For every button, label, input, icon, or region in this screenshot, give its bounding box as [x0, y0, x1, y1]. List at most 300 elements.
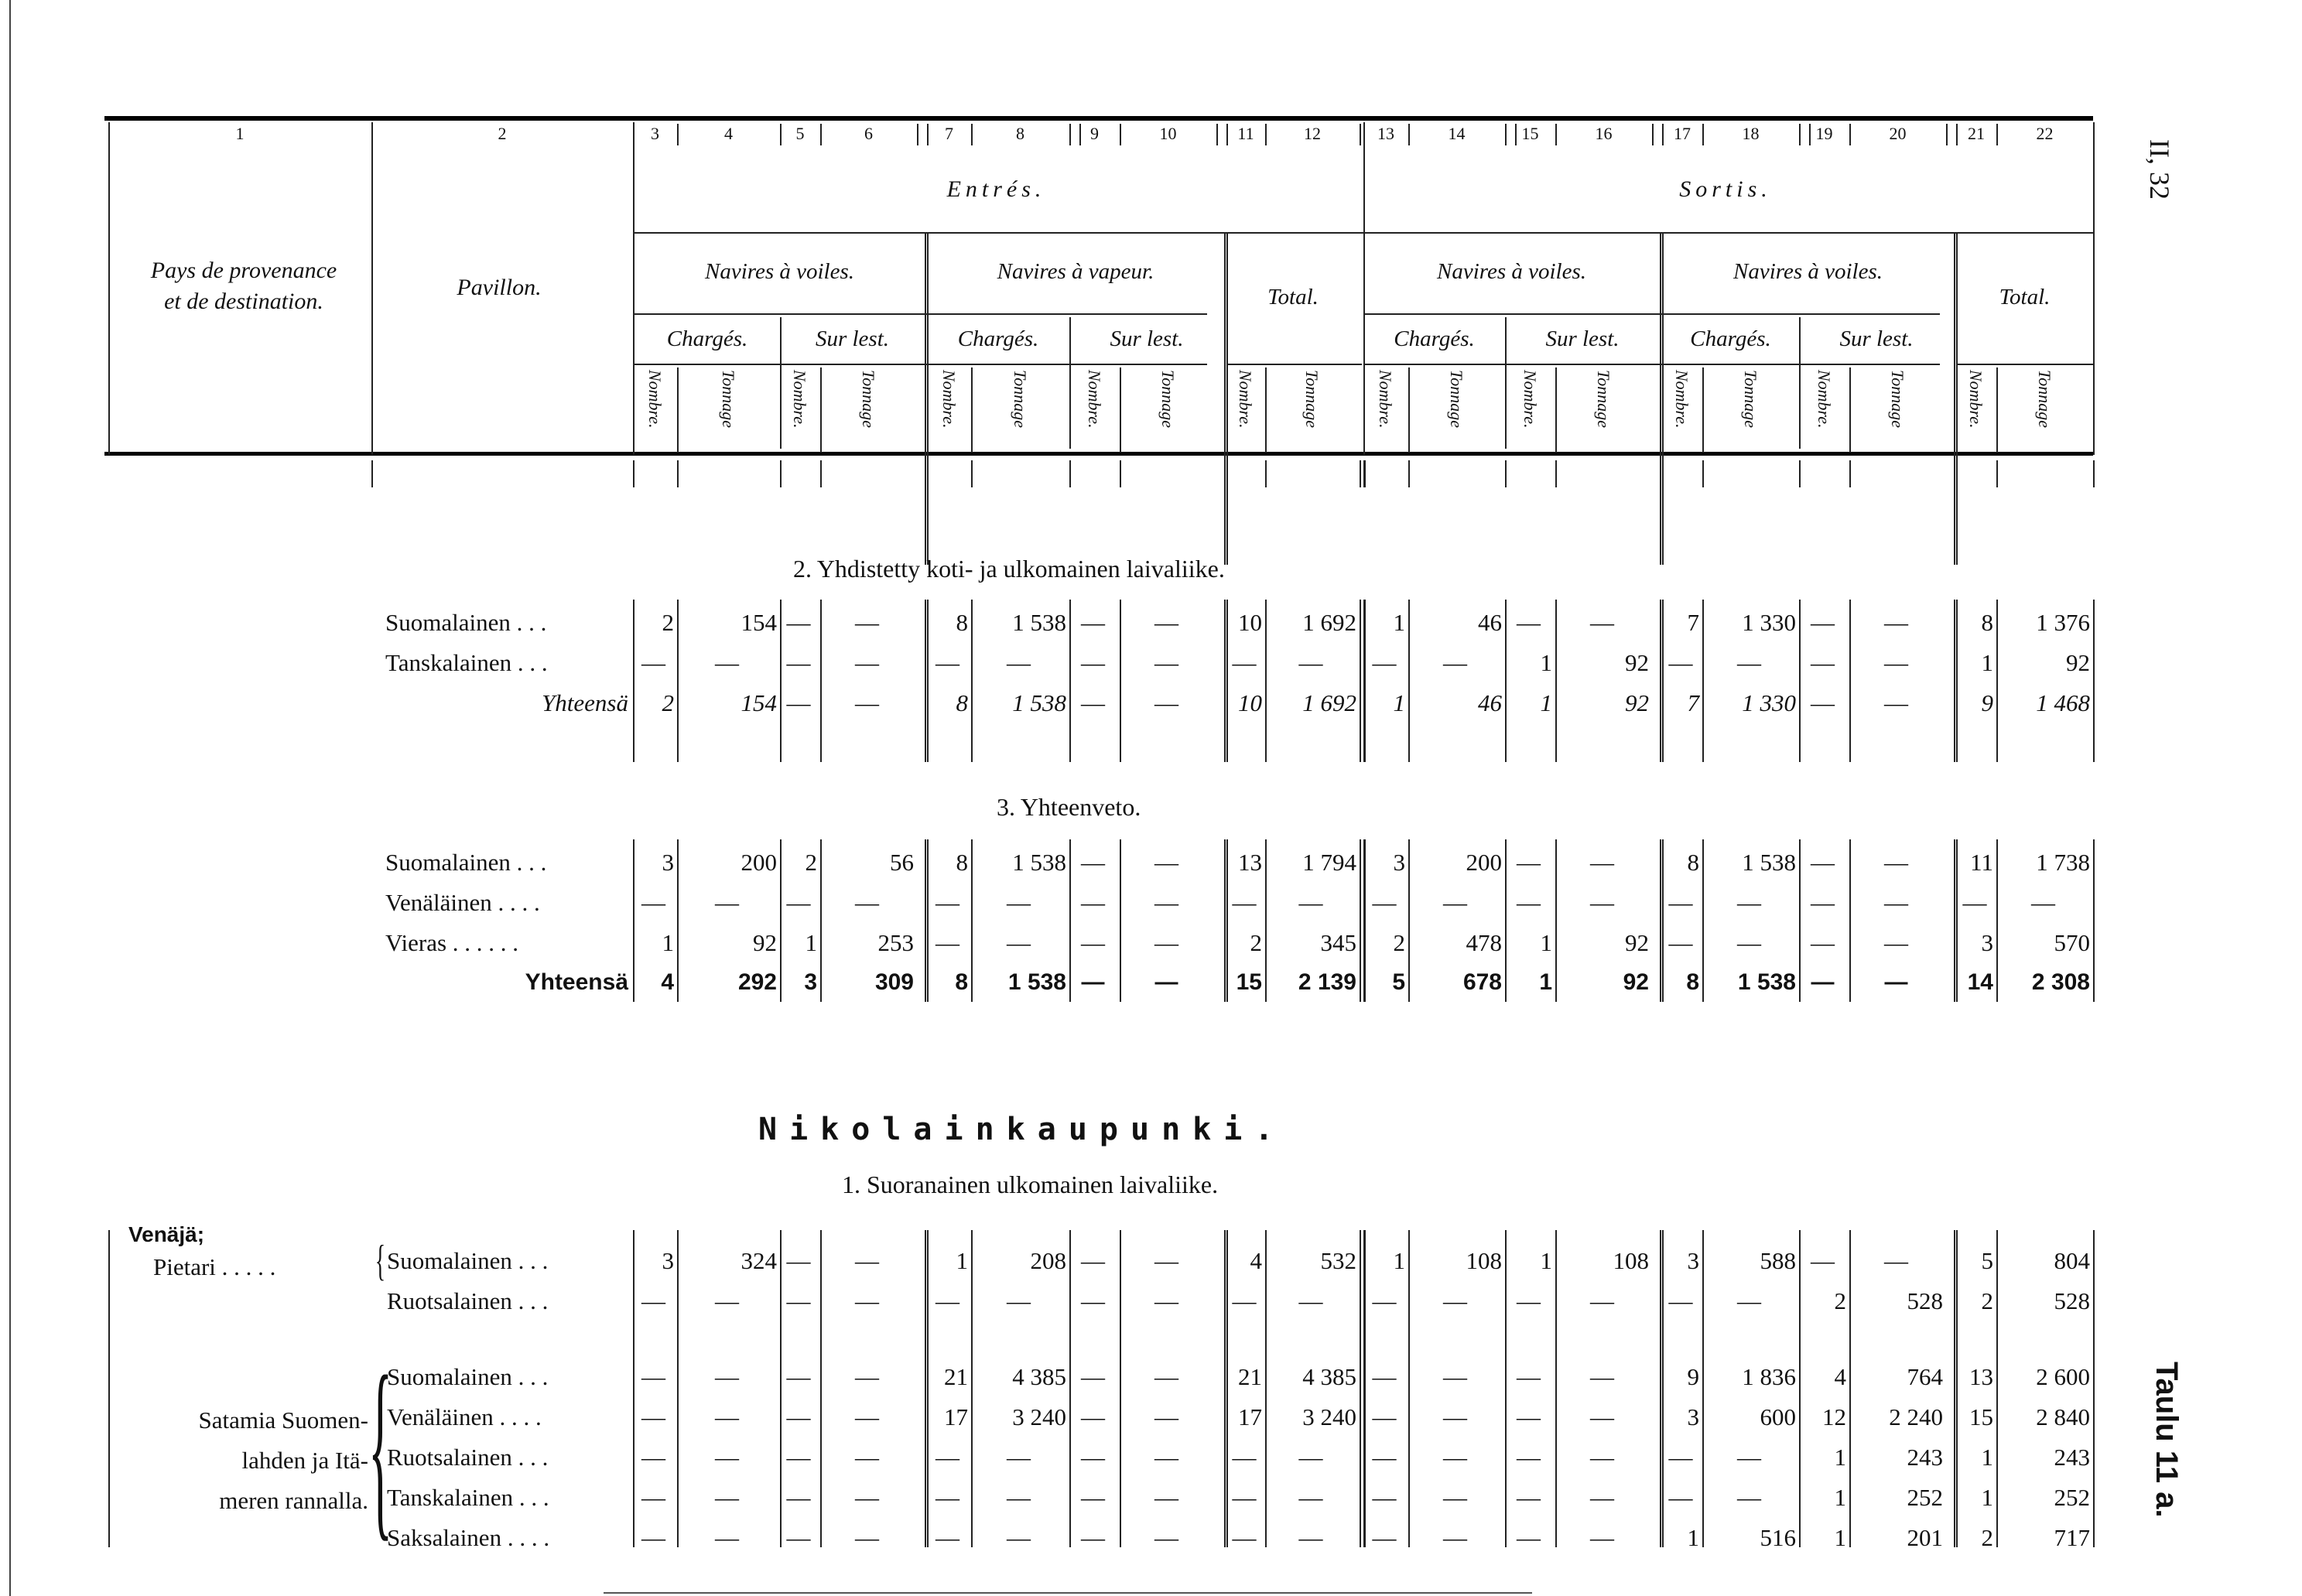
table-cell: — — [855, 649, 879, 676]
country-russia: Venäjä; — [128, 1222, 205, 1246]
table-cell: 8 — [1981, 609, 1993, 636]
table-cell: — — [1081, 609, 1105, 636]
frame-hline — [1363, 232, 2093, 234]
body-column-line — [820, 460, 822, 487]
table-cell: — — [1154, 969, 1178, 995]
row-label: Tanskalainen . . . — [387, 1484, 549, 1511]
number-separator — [1360, 124, 1361, 145]
table-cell: 528 — [1907, 1287, 1943, 1314]
body-column-line — [1660, 600, 1661, 762]
table-cell: 1 — [1687, 1524, 1699, 1551]
table-cell: 1 — [956, 1247, 968, 1274]
table-cell: — — [1154, 609, 1178, 636]
table-cell: 3 — [804, 969, 817, 995]
table-cell: 17 — [1238, 1403, 1262, 1430]
body-column-line — [927, 1230, 929, 1547]
table-cell: 309 — [874, 969, 914, 995]
table-cell: — — [786, 1403, 811, 1430]
frame-vline — [108, 122, 110, 455]
body-column-line — [1702, 600, 1704, 762]
body-column-line — [1120, 839, 1121, 1002]
table-cell: — — [1007, 1524, 1031, 1551]
table-cell: — — [1811, 889, 1835, 916]
table-cell: 15 — [1236, 969, 1262, 995]
section-title-direct: 1. Suoranainen ulkomainen laivaliike. — [842, 1171, 1219, 1198]
tonnage-header: Tonnage — [1888, 370, 1907, 428]
body-column-line — [1660, 460, 1661, 487]
body-column-line — [1224, 460, 1226, 487]
table-cell: 8 — [955, 969, 968, 995]
body-column-line — [820, 600, 822, 762]
table-cell: 252 — [2054, 1484, 2090, 1511]
table-cell: — — [641, 1524, 665, 1551]
body-column-line — [1226, 1230, 1228, 1547]
table-cell: 1 — [1981, 649, 1993, 676]
body-column-line — [1069, 460, 1071, 487]
frame-hline — [1956, 364, 2093, 365]
table-cell: — — [1081, 1484, 1105, 1511]
table-cell: 7 — [1687, 609, 1699, 636]
town-title: Nikolainkaupunki. — [758, 1112, 1286, 1147]
table-cell: 92 — [1625, 649, 1649, 676]
table-cell: — — [1884, 689, 1908, 716]
table-cell: 1 538 — [1012, 609, 1066, 636]
body-column-line — [1954, 460, 1955, 487]
table-cell: — — [1081, 649, 1105, 676]
table-cell: — — [1737, 1484, 1761, 1511]
table-cell: 8 — [956, 849, 968, 876]
table-cell: 10 — [1238, 689, 1262, 716]
table-cell: — — [1081, 849, 1105, 876]
table-cell: 11 — [1970, 849, 1993, 876]
table-cell: 154 — [741, 689, 777, 716]
table-cell: — — [1298, 1484, 1323, 1511]
body-column-line — [2093, 839, 2095, 1002]
row-label: Saksalainen . . . . — [387, 1524, 550, 1551]
nombre-header: Nombre. — [1376, 370, 1395, 429]
table-cell: 8 — [1686, 969, 1699, 995]
frame-vline — [1954, 232, 1955, 565]
table-cell: 2 — [1981, 1524, 1993, 1551]
body-column-line — [1849, 839, 1851, 1002]
table-cell: 1 — [1981, 1444, 1993, 1471]
table-cell: — — [1737, 1444, 1761, 1471]
brace-pietari: { — [375, 1237, 386, 1285]
table-cell: — — [1081, 969, 1105, 995]
table-cell: — — [1007, 1484, 1031, 1511]
frame-vline — [1120, 367, 1121, 453]
number-separator — [2093, 124, 2095, 145]
port-pietari: Pietari . . . . . — [153, 1253, 276, 1280]
row-label: Vieras . . . . . . — [385, 929, 519, 956]
table-cell: — — [855, 1247, 879, 1274]
body-column-line — [780, 1230, 782, 1547]
tonnage-header: Tonnage — [2035, 370, 2054, 428]
body-column-line — [1799, 1230, 1801, 1547]
body-column-line — [1996, 600, 1998, 762]
body-column-line — [1660, 1230, 1661, 1547]
table-cell: — — [1154, 1484, 1178, 1511]
body-column-line — [1226, 600, 1228, 762]
body-column-line — [1555, 460, 1557, 487]
frame-vline — [1555, 367, 1557, 453]
table-cell: — — [936, 1524, 959, 1551]
table-cell: — — [641, 1444, 665, 1471]
page-bottom-edge — [604, 1592, 1532, 1594]
table-cell: — — [786, 1287, 811, 1314]
table-cell: — — [1443, 1363, 1467, 1390]
table-cell: 8 — [956, 609, 968, 636]
table-cell: 9 — [1687, 1363, 1699, 1390]
frame-vline — [925, 232, 926, 565]
table-cell: — — [1372, 1484, 1397, 1511]
row-label: Ruotsalainen . . . — [387, 1444, 549, 1471]
table-cell: — — [1590, 1524, 1614, 1551]
body-column-line — [927, 839, 929, 1002]
table-cell: 292 — [737, 969, 777, 995]
table-cell: — — [1081, 1247, 1105, 1274]
table-cell: — — [1668, 889, 1693, 916]
table-cell: 7 — [1687, 689, 1699, 716]
table-cell: 3 — [1393, 849, 1405, 876]
body-column-line — [677, 600, 679, 762]
frame-vline — [1702, 367, 1704, 453]
table-cell: — — [1298, 889, 1323, 916]
body-column-line — [1954, 1230, 1955, 1547]
table-cell: — — [1372, 1444, 1397, 1471]
table-cell: 9 — [1981, 689, 1993, 716]
table-cell: — — [1154, 1363, 1178, 1390]
body-column-line — [1226, 460, 1228, 487]
body-column-line — [971, 1230, 973, 1547]
body-column-line — [1799, 600, 1801, 762]
table-cell: — — [1884, 889, 1908, 916]
table-cell: 4 — [1250, 1247, 1262, 1274]
body-column-line — [1662, 1230, 1664, 1547]
tonnage-header: Tonnage — [1447, 370, 1466, 428]
table-cell: — — [1517, 889, 1541, 916]
table-reference: Taulu 11 a. — [2150, 1362, 2184, 1518]
body-column-line — [1956, 1230, 1958, 1547]
column-number: 9 — [1090, 124, 1099, 143]
table-cell: — — [936, 1444, 959, 1471]
table-cell: — — [1081, 889, 1105, 916]
frame-vline — [1363, 122, 1365, 455]
table-cell: — — [641, 1484, 665, 1511]
table-cell: — — [1443, 1484, 1467, 1511]
row-label: Yhteensä — [542, 689, 628, 716]
body-column-line — [633, 1230, 635, 1547]
table-cell: 532 — [1320, 1247, 1356, 1274]
body-column-line — [1555, 839, 1557, 1002]
body-column-line — [1363, 839, 1366, 1002]
table-cell: — — [1737, 929, 1761, 956]
table-cell: 1 538 — [1012, 689, 1066, 716]
sub-header: Chargés. — [666, 326, 748, 351]
sub-header: Sur lest. — [1839, 326, 1914, 351]
body-column-line — [927, 460, 929, 487]
table-cell: — — [1232, 1287, 1257, 1314]
row-label: Yhteensä — [525, 969, 628, 995]
table-cell: 201 — [1907, 1524, 1943, 1551]
column-number: 16 — [1595, 124, 1613, 143]
table-cell: 5 — [1392, 969, 1405, 995]
body-column-line — [1849, 600, 1851, 762]
body-column-line — [1662, 600, 1664, 762]
body-column-line — [633, 839, 635, 1002]
table-cell: — — [715, 1403, 739, 1430]
table-cell: — — [1154, 1524, 1178, 1551]
table-cell: 46 — [1478, 689, 1502, 716]
table-cell: 3 240 — [1302, 1403, 1356, 1430]
port-line: Satamia Suomen- — [198, 1406, 368, 1434]
table-cell: 92 — [1625, 689, 1649, 716]
row-label: Venäläinen . . . . — [387, 1403, 542, 1430]
column-number: 5 — [795, 124, 805, 143]
frame-vline — [1265, 367, 1267, 453]
table-cell: — — [715, 1444, 739, 1471]
table-cell: 5 — [1981, 1247, 1993, 1274]
table-cell: 600 — [1760, 1403, 1796, 1430]
table-cell: 2 — [1393, 929, 1405, 956]
table-cell: — — [1811, 1247, 1835, 1274]
table-cell: — — [1884, 849, 1908, 876]
column-number: 18 — [1742, 124, 1760, 143]
table-cell: 17 — [944, 1403, 968, 1430]
table-cell: 1 538 — [1742, 849, 1796, 876]
table-cell: — — [1517, 1484, 1541, 1511]
frame-hline — [633, 232, 1363, 234]
table-cell: — — [1517, 609, 1541, 636]
table-cell: — — [786, 1524, 811, 1551]
body-column-line — [1702, 1230, 1704, 1547]
body-column-line — [1120, 600, 1121, 762]
table-cell: 1 — [805, 929, 817, 956]
table-cell: — — [1007, 1287, 1031, 1314]
body-column-line — [1849, 1230, 1851, 1547]
body-column-line — [1956, 600, 1958, 762]
table-cell: 2 — [662, 689, 674, 716]
column-number: 15 — [1521, 124, 1539, 143]
tonnage-header: Tonnage — [1741, 370, 1760, 428]
table-cell: — — [936, 889, 959, 916]
tonnage-header: Tonnage — [859, 370, 878, 428]
table-cell: — — [1590, 609, 1614, 636]
column-number: 12 — [1304, 124, 1321, 143]
origin-destination-header — [116, 255, 371, 317]
body-column-line — [1224, 1230, 1226, 1547]
table-cell: — — [1232, 1484, 1257, 1511]
table-cell: — — [1811, 609, 1835, 636]
table-cell: 4 385 — [1012, 1363, 1066, 1390]
frame-vline — [1849, 367, 1851, 453]
table-cell: — — [1884, 609, 1908, 636]
table-cell: 588 — [1760, 1247, 1796, 1274]
port-line: lahden ja Itä- — [241, 1447, 368, 1474]
table-cell: 1 538 — [1007, 969, 1066, 995]
table-cell: 13 — [1969, 1363, 1993, 1390]
number-separator — [1216, 124, 1218, 145]
table-cell: 1 — [662, 929, 674, 956]
body-column-line — [371, 460, 373, 487]
table-cell: 764 — [1907, 1363, 1943, 1390]
row-label: Suomalainen . . . — [385, 609, 547, 636]
body-column-line — [633, 600, 635, 762]
body-column-line — [820, 1230, 822, 1547]
table-cell: 4 — [661, 969, 674, 995]
body-column-line — [1956, 839, 1958, 1002]
frame-vline — [1956, 232, 1958, 565]
table-cell: 1 — [1393, 689, 1405, 716]
table-cell: — — [1298, 649, 1323, 676]
frame-vline — [1996, 367, 1998, 453]
column-number: 8 — [1016, 124, 1024, 143]
body-column-line — [925, 600, 926, 762]
table-cell: 243 — [2054, 1444, 2090, 1471]
table-cell: 1 — [1981, 1484, 1993, 1511]
table-cell: — — [1154, 929, 1178, 956]
body-column-line — [820, 839, 822, 1002]
table-cell: — — [1372, 889, 1397, 916]
table-cell: — — [2031, 889, 2055, 916]
table-cell: — — [1232, 1444, 1257, 1471]
table-cell: 570 — [2054, 929, 2090, 956]
table-cell: 108 — [1613, 1247, 1649, 1274]
table-cell: — — [1154, 1287, 1178, 1314]
table-cell: — — [1443, 889, 1467, 916]
body-column-line — [1224, 839, 1226, 1002]
table-cell: — — [855, 1287, 879, 1314]
table-cell: 14 — [1967, 969, 1993, 995]
table-cell: — — [936, 1287, 959, 1314]
table-cell: 1 836 — [1742, 1363, 1796, 1390]
body-column-line — [677, 839, 679, 1002]
table-cell: 108 — [1466, 1247, 1502, 1274]
table-cell: — — [1007, 929, 1031, 956]
table-cell: — — [715, 1484, 739, 1511]
body-column-line — [1226, 839, 1228, 1002]
column-number: 10 — [1159, 124, 1177, 143]
table-cell: — — [855, 1363, 879, 1390]
body-column-line — [677, 460, 679, 487]
body-column-line — [1069, 1230, 1071, 1547]
column-number: 4 — [724, 124, 733, 143]
table-cell: 1 — [1393, 1247, 1405, 1274]
table-cell: 4 — [1834, 1363, 1846, 1390]
body-column-line — [1849, 460, 1851, 487]
frame-vline — [820, 367, 822, 453]
table-cell: 2 600 — [2036, 1363, 2090, 1390]
section-title-combined: 2. Yhdistetty koti- ja ulkomainen laivaliike. — [793, 555, 1225, 583]
body-column-line — [1265, 839, 1267, 1002]
table-cell: — — [1590, 1403, 1614, 1430]
table-cell: — — [1668, 649, 1693, 676]
table-cell: 92 — [1625, 929, 1649, 956]
table-cell: — — [1232, 649, 1257, 676]
table-cell: — — [1154, 1444, 1178, 1471]
tonnage-header: Tonnage — [1011, 370, 1030, 428]
table-cell: 12 — [1822, 1403, 1846, 1430]
top-rule — [104, 116, 2093, 121]
table-cell: 717 — [2054, 1524, 2090, 1551]
table-cell: — — [715, 1287, 739, 1314]
body-column-line — [1265, 460, 1267, 487]
table-cell: — — [1154, 889, 1178, 916]
table-cell: 1 — [1393, 609, 1405, 636]
tonnage-header: Tonnage — [1302, 370, 1322, 428]
table-cell: — — [641, 649, 665, 676]
table-cell: — — [936, 1484, 959, 1511]
table-cell: — — [1372, 1363, 1397, 1390]
table-cell: — — [1154, 689, 1178, 716]
table-cell: 1 738 — [2036, 849, 2090, 876]
table-cell: 1 — [1540, 1247, 1552, 1274]
column-number: 14 — [1448, 124, 1466, 143]
group-header: Navires à vapeur. — [997, 259, 1154, 284]
table-cell: 92 — [753, 929, 777, 956]
table-cell: — — [786, 1363, 811, 1390]
table-cell: 252 — [1907, 1484, 1943, 1511]
table-cell: 15 — [1969, 1403, 1993, 1430]
row-label: Suomalainen . . . — [387, 1247, 549, 1274]
table-cell: — — [1081, 1524, 1105, 1551]
group-header: Navires à voiles. — [1732, 259, 1883, 284]
table-cell: 92 — [1623, 969, 1649, 995]
body-column-line — [1408, 839, 1410, 1002]
table-cell: — — [855, 609, 879, 636]
table-cell: 8 — [1687, 849, 1699, 876]
table-cell: — — [1517, 849, 1541, 876]
table-cell: — — [1811, 969, 1835, 995]
body-column-line — [1363, 600, 1366, 762]
table-cell: 2 308 — [2031, 969, 2090, 995]
body-column-line — [1069, 600, 1071, 762]
table-cell: — — [1298, 1524, 1323, 1551]
table-cell: — — [786, 1247, 811, 1274]
table-cell: 516 — [1760, 1524, 1796, 1551]
nombre-header: Nombre. — [790, 370, 809, 429]
table-cell: 253 — [877, 929, 914, 956]
body-column-line — [108, 1230, 110, 1547]
row-label: Ruotsalainen . . . — [387, 1287, 549, 1314]
page-edge — [9, 0, 11, 1596]
body-column-line — [1265, 600, 1267, 762]
table-cell: 200 — [1466, 849, 1502, 876]
table-cell: — — [1081, 1403, 1105, 1430]
table-cell: — — [1517, 1403, 1541, 1430]
table-cell: 478 — [1466, 929, 1502, 956]
frame-vline — [971, 367, 973, 453]
table-cell: 324 — [741, 1247, 777, 1274]
table-cell: — — [1590, 889, 1614, 916]
table-cell: — — [1884, 1247, 1908, 1274]
nombre-header: Nombre. — [1672, 370, 1691, 429]
body-column-line — [1555, 1230, 1557, 1547]
body-column-line — [1505, 839, 1507, 1002]
table-cell: — — [1081, 689, 1105, 716]
column-number: 11 — [1237, 124, 1254, 143]
table-cell: — — [1154, 649, 1178, 676]
table-cell: 804 — [2054, 1247, 2090, 1274]
tonnage-header: Tonnage — [1158, 370, 1178, 428]
body-column-line — [1360, 600, 1361, 762]
sub-header: Chargés. — [1394, 326, 1475, 351]
header-line: et de destination. — [164, 289, 323, 314]
table-cell: 1 — [1540, 649, 1552, 676]
table-cell: 3 — [1687, 1247, 1699, 1274]
sub-header: Sur lest. — [1110, 326, 1184, 351]
body-column-line — [677, 1230, 679, 1547]
